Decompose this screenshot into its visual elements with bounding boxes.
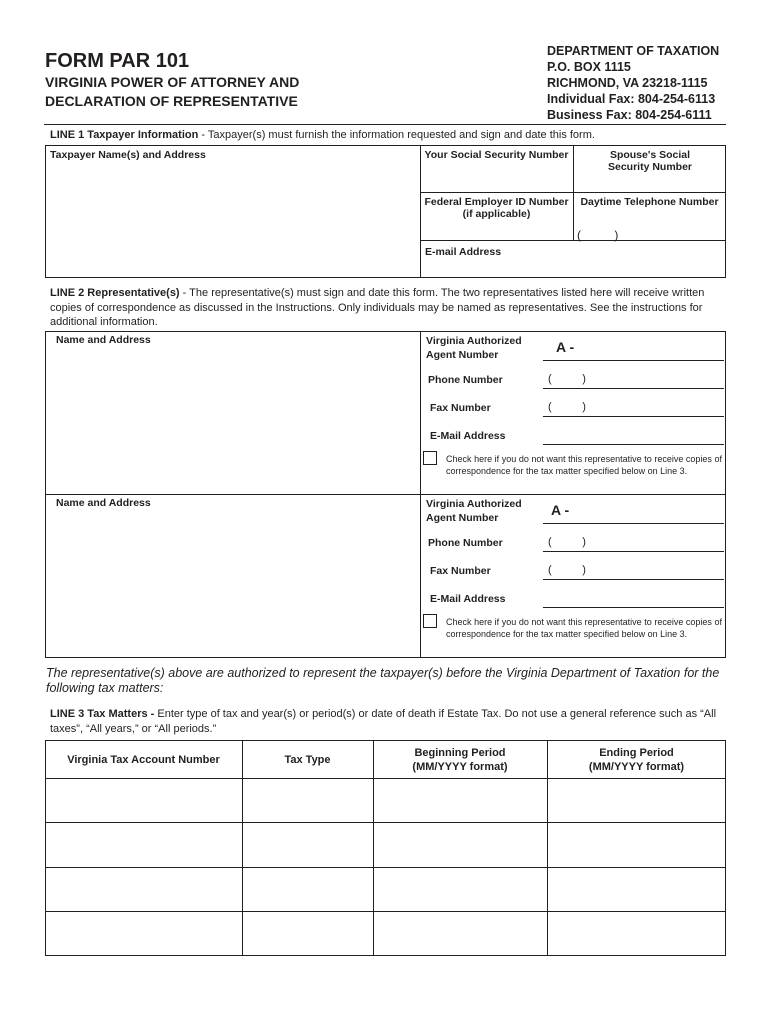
rep2-agent-label	[426, 497, 522, 525]
row4-end-cell[interactable]	[548, 912, 725, 955]
row2-end-cell[interactable]	[548, 823, 725, 866]
rep1-agent-label-1: Virginia Authorized	[426, 335, 522, 347]
daytime-phone-paren: ( )	[577, 228, 619, 242]
col-header-beginning-period	[373, 746, 547, 774]
rep1-fax-rule	[543, 416, 724, 417]
rep1-phone-field[interactable]: ( )	[548, 373, 586, 385]
header-rule	[44, 124, 726, 125]
rep1-fax-label: Fax Number	[430, 402, 491, 414]
rep2-email-field[interactable]	[543, 607, 724, 608]
row2-begin-cell[interactable]	[374, 823, 546, 866]
ssn-row-rule	[420, 192, 726, 193]
form-subtitle-2: DECLARATION OF REPRESENTATIVE	[45, 93, 298, 109]
rep2-phone-rule	[543, 551, 724, 552]
col-header-beginning-2: (MM/YYYY format)	[412, 761, 508, 773]
rep1-name-address-field[interactable]: Name and Address	[56, 334, 151, 346]
rep2-agent-label-1: Virginia Authorized	[426, 498, 522, 510]
rep2-agent-rule	[543, 523, 724, 524]
rep2-name-address-field[interactable]: Name and Address	[56, 497, 151, 509]
fein-row-rule	[420, 240, 726, 241]
row2-account-cell[interactable]	[46, 823, 241, 866]
rep2-fax-rule	[543, 579, 724, 580]
col-header-tax-type: Tax Type	[284, 754, 331, 766]
row3-begin-cell[interactable]	[374, 868, 546, 910]
daytime-phone-field[interactable]: Daytime Telephone Number	[580, 196, 719, 208]
rep1-fax-field[interactable]: ( )	[548, 401, 586, 413]
rep2-divider	[420, 494, 421, 658]
ssn-field[interactable]: Your Social Security Number	[424, 149, 569, 161]
form-title: FORM PAR 101	[45, 50, 190, 72]
line3-text: Enter type of tax and year(s) or period(s) or date of death if Estate Tax. Do not use a general reference such as “All taxes”, “All years,” or “All periods.”	[50, 708, 717, 735]
rep1-email-field[interactable]	[543, 444, 724, 445]
rep1-agent-label	[426, 334, 522, 362]
col-header-ending-2: (MM/YYYY format)	[588, 761, 685, 773]
rep1-check-text: Check here if you do not want this representative to receive copies of correspondence for the tax matter specified below on Line 3.	[446, 454, 722, 476]
row3-type-cell[interactable]	[243, 868, 372, 910]
rep2-fax-field[interactable]: ( )	[548, 564, 586, 576]
row2-type-cell[interactable]	[243, 823, 372, 866]
taxpayer-name-address-field[interactable]: Taxpayer Name(s) and Address	[50, 149, 206, 161]
row1-account-cell[interactable]	[46, 779, 241, 821]
row3-end-cell[interactable]	[548, 868, 725, 910]
line3-label: LINE 3 Tax Matters -	[50, 708, 155, 720]
rep1-phone-label: Phone Number	[428, 374, 503, 386]
rep1-agent-number-field[interactable]: A -	[556, 339, 575, 355]
row1-begin-cell[interactable]	[374, 779, 546, 821]
rep2-check-text: Check here if you do not want this representative to receive copies of correspondence for the tax matter specified below on Line 3.	[446, 617, 722, 639]
rep2-agent-number-field[interactable]: A -	[551, 502, 570, 518]
dept-business-fax: Business Fax: 804-254-6111	[547, 108, 712, 122]
rep1-agent-rule	[543, 360, 724, 361]
spouse-ssn-field[interactable]: Spouse's Social Security Number	[607, 149, 693, 173]
line2-instructions	[50, 286, 725, 330]
line2-label: LINE 2 Representative(s)	[50, 287, 180, 299]
rep2-phone-field[interactable]: ( )	[548, 536, 586, 548]
line1-label: LINE 1 Taxpayer Information	[50, 129, 199, 141]
dept-name: DEPARTMENT OF TAXATION	[547, 44, 720, 58]
col-header-ending-period	[547, 746, 726, 774]
rep2-no-correspondence-checkbox[interactable]	[423, 614, 437, 628]
rep2-fax-label: Fax Number	[430, 565, 491, 577]
row4-begin-cell[interactable]	[374, 912, 546, 955]
fein-label-1: Federal Employer ID Number	[424, 196, 569, 208]
row4-type-cell[interactable]	[243, 912, 372, 955]
rep2-agent-label-2: Agent Number	[426, 512, 499, 524]
fein-field[interactable]	[420, 196, 573, 220]
col-header-beginning-1: Beginning Period	[414, 747, 506, 759]
fein-label-2: (if applicable)	[462, 208, 531, 220]
line2-text: - The representative(s) must sign and date this form. The two representatives listed here will receive written copies of correspondence as discussed in the Instructions. Only individuals may be named as representatives. See the instructions for additional information.	[50, 287, 705, 328]
dept-city: RICHMOND, VA 23218-1115	[547, 76, 708, 90]
rep1-no-correspondence-checkbox[interactable]	[423, 451, 437, 465]
row4-account-cell[interactable]	[46, 912, 241, 955]
row3-account-cell[interactable]	[46, 868, 241, 910]
rep1-divider	[420, 331, 421, 495]
rep2-email-label: E-Mail Address	[430, 593, 506, 605]
rep1-email-label: E-Mail Address	[430, 430, 506, 442]
rep1-phone-rule	[543, 388, 724, 389]
authorization-statement: The representative(s) above are authorized to represent the taxpayer(s) before the Virginia Department of Taxation for the following tax matters:	[46, 666, 720, 695]
row1-end-cell[interactable]	[548, 779, 725, 821]
form-subtitle-1: VIRGINIA POWER OF ATTORNEY AND	[45, 74, 300, 90]
col-header-ending-1: Ending Period	[599, 747, 674, 759]
rep2-phone-label: Phone Number	[428, 537, 503, 549]
col-header-account-number: Virginia Tax Account Number	[67, 754, 220, 766]
line1-instructions	[50, 129, 725, 141]
dept-individual-fax: Individual Fax: 804-254-6113	[547, 92, 716, 106]
line3-instructions	[50, 707, 725, 737]
row1-type-cell[interactable]	[243, 779, 372, 821]
line1-text: - Taxpayer(s) must furnish the information requested and sign and date this form.	[198, 129, 595, 141]
taxpayer-email-field[interactable]: E-mail Address	[425, 246, 502, 258]
rep1-agent-label-2: Agent Number	[426, 349, 499, 361]
dept-pobox: P.O. BOX 1115	[547, 60, 631, 74]
